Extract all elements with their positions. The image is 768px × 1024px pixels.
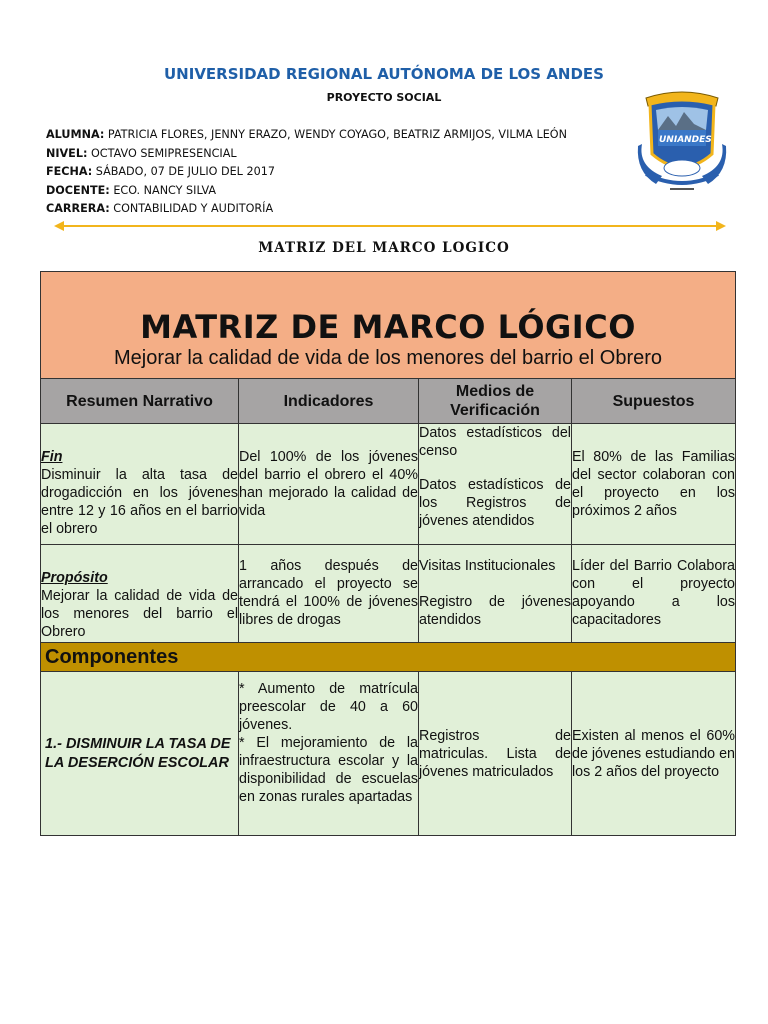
info-row-alumna [46,126,567,145]
proposito-indicator-cell [239,545,419,643]
fin-indicator: Del 100% de los jóvenes del barrio el obrero el 40% han mejorado la calidad de vida [239,449,418,519]
column-header-indicadores: Indicadores [239,379,419,424]
proposito-assumption: Líder del Barrio Colabora con el proyecto apoyando a los capacitadores [572,558,735,628]
matrix-title: MATRIZ DE MARCO LÓGICO [140,308,636,346]
proposito-summary: Mejorar la calidad de vida de los menores del barrio el Obrero [41,588,238,640]
component-1-indicator-2: * El mejoramiento de la infraestructura escolar y la disponibilidad de escuelas en zonas rurales apartadas [239,735,418,805]
fin-verification-2: Datos estadísticos de los Registros de jóvenes atendidos [419,477,571,529]
info-value: ECO. NANCY SILVA [109,183,217,197]
fin-verification-cell [419,424,572,545]
component-1-assumption-cell [572,672,736,836]
column-header-resumen: Resumen Narrativo [41,379,239,424]
fin-verification-1: Datos estadísticos del censo [419,425,571,459]
info-row-nivel [46,145,567,164]
university-title: UNIVERSIDAD REGIONAL AUTÓNOMA DE LOS ANDES [164,65,604,83]
fin-assumption-cell [572,424,736,545]
student-info [46,126,567,219]
column-header-supuestos: Supuestos [572,379,736,424]
info-row-docente [46,182,567,201]
component-1-verification: Registros de matriculas. Lista de jóvenes matriculados [419,727,571,780]
info-label: DOCENTE: [46,183,110,197]
fin-indicator-cell [239,424,419,545]
university-crest-logo [636,84,728,196]
proposito-verification-cell [419,545,572,643]
project-title: PROYECTO SOCIAL [326,91,442,104]
component-1-indicator-cell [239,672,419,836]
info-value: SÁBADO, 07 DE JULIO DEL 2017 [92,165,275,179]
proposito-indicator: 1 años después de arrancado el proyecto se tendrá el 100% de jóvenes libres de drogas [239,558,418,628]
info-value: CONTABILIDAD Y AUDITORÍA [109,202,274,216]
decorative-double-arrow [54,219,726,233]
info-value: OCTAVO SEMIPRESENCIAL [87,146,237,160]
matrix-header [41,272,736,379]
proposito-summary-cell [41,545,239,643]
matrix-caption: MATRIZ DEL MARCO LOGICO [258,240,510,256]
fin-summary: Disminuir la alta tasa de drogadicción en los jóvenes entre 12 y 16 años en el barrio el obrero [41,467,238,537]
info-label: ALUMNA: [46,128,105,141]
matrix-subtitle: Mejorar la calidad de vida de los menores del barrio el Obrero [113,347,663,369]
proposito-label: Propósito [41,570,108,586]
info-row-fecha [46,163,567,182]
logical-framework-matrix [40,271,736,836]
info-label: NIVEL: [46,146,88,160]
info-label: CARRERA: [46,202,110,216]
components-label: Componentes [45,646,179,668]
proposito-assumption-cell [572,545,736,643]
components-section-row [41,643,736,672]
component-1-verification-cell [419,672,572,836]
component-1-indicator-1: * Aumento de matrícula preescolar de 40 a 60 jóvenes. [239,681,418,733]
fin-summary-cell [41,424,239,545]
info-label: FECHA: [46,165,93,179]
info-row-carrera [46,200,567,219]
logo-wordmark: UNIANDES [659,135,712,145]
column-header-medios: Medios de Verificación [419,379,572,424]
component-1-title: 1.- DISMINUIR LA TASA DE LA DESERCIÓN ESCOLAR [45,736,231,771]
fin-label: Fin [41,449,63,465]
component-1-title-cell [41,672,239,836]
proposito-verification-1: Visitas Institucionales [419,558,556,574]
fin-assumption: El 80% de las Familias del sector colaboran con el proyecto en los próximos 2 años [572,449,735,519]
component-1-assumption: Existen al menos el 60% de jóvenes estudiando en los 2 años del proyecto [572,727,735,780]
info-value: PATRICIA FLORES, JENNY ERAZO, WENDY COYAGO, BEATRIZ ARMIJOS, VILMA LEÓN [104,128,567,141]
proposito-verification-2: Registro de jóvenes atendidos [419,594,571,628]
